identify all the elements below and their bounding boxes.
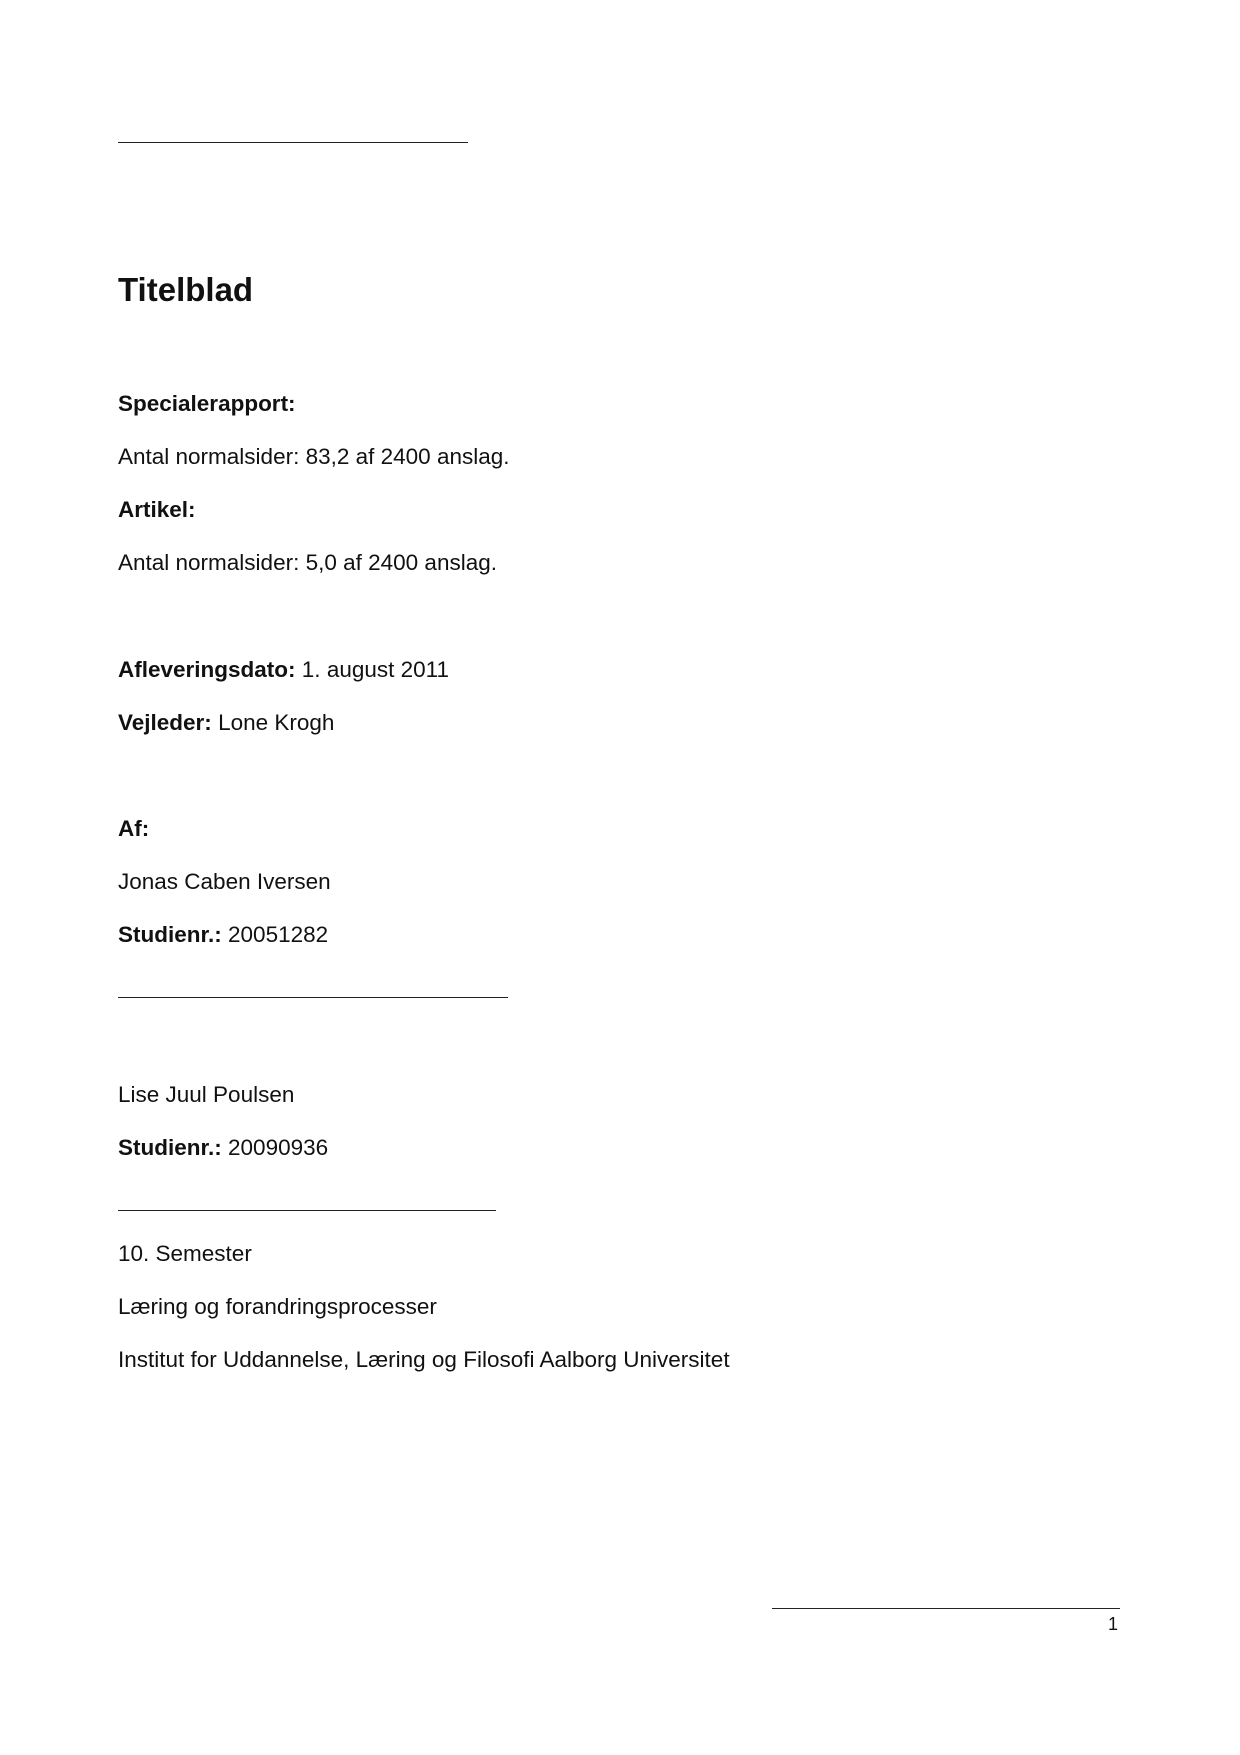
vejleder-line xyxy=(118,709,334,737)
signature-line xyxy=(118,997,508,998)
author-studienr-line xyxy=(118,1134,328,1162)
vejleder-value: Lone Krogh xyxy=(218,710,335,735)
studienr-value: 20090936 xyxy=(228,1135,329,1160)
page-title: Titelblad xyxy=(118,271,254,308)
vejleder-label: Vejleder: xyxy=(118,710,212,735)
author-name: Jonas Caben Iversen xyxy=(118,869,331,894)
semester: 10. Semester xyxy=(118,1241,252,1266)
institution: Institut for Uddannelse, Læring og Filosofi Aalborg Universitet xyxy=(118,1347,730,1372)
specialerapport-pages: Antal normalsider: 83,2 af 2400 anslag. xyxy=(118,444,510,469)
author-name: Lise Juul Poulsen xyxy=(118,1082,295,1107)
signature-line xyxy=(118,1210,496,1211)
footer-rule xyxy=(772,1608,1120,1609)
studienr-value: 20051282 xyxy=(228,922,329,947)
afleveringsdato-label: Afleveringsdato: xyxy=(118,657,296,682)
afleveringsdato-line xyxy=(118,656,449,684)
af-heading: Af: xyxy=(118,816,150,841)
page-number: 1 xyxy=(1107,1614,1118,1634)
program: Læring og forandringsprocesser xyxy=(118,1294,437,1319)
author-studienr-line xyxy=(118,921,328,949)
afleveringsdato-value: 1. august 2011 xyxy=(301,657,450,682)
specialerapport-heading: Specialerapport: xyxy=(118,391,296,416)
studienr-label: Studienr.: xyxy=(118,922,222,947)
studienr-label: Studienr.: xyxy=(118,1135,222,1160)
top-rule xyxy=(118,142,468,143)
artikel-heading: Artikel: xyxy=(118,497,196,522)
artikel-pages: Antal normalsider: 5,0 af 2400 anslag. xyxy=(118,550,497,575)
